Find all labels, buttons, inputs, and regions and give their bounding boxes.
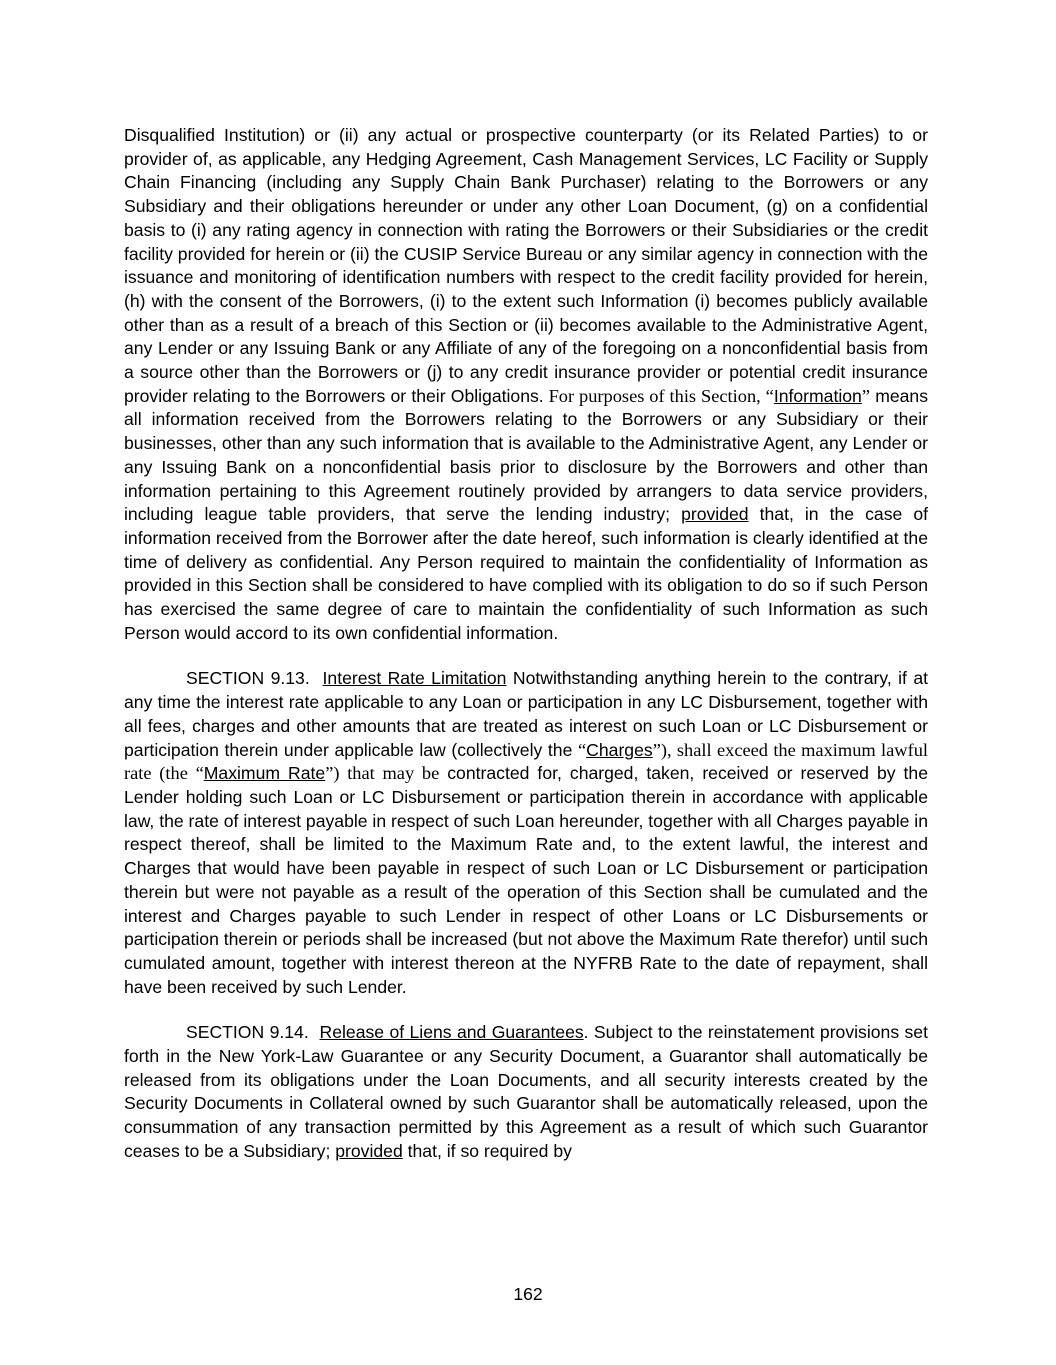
page-number: 162 xyxy=(513,1284,543,1304)
defined-term-information: Information xyxy=(773,385,862,406)
closing-quote: ” xyxy=(861,385,870,406)
paragraph-text: . Subject to the reinstatement provisions set forth in the New York-Law Guarantee or any Security Document, a Guarantor shall automatically be released from its obligations under the Loan Documents, and all security interests created by the Security Documents in Collateral owned by such Guarantor shall be automatically released, upon the consummation of any transaction permitted by this Agreement as a result of which such Guarantor ceases to be a Subsidiary; xyxy=(124,1022,928,1161)
paragraph-text: contracted for, charged, taken, received or reserved by the Lender holding such Loan or LC Disbursement or participation therein in accordance with applicable law, the rate of interest payable in respect of such Loan hereunder, together with all Charges payable in respect thereof, shall be limited to the Maximum Rate and, to the extent lawful, the interest and Charges that would have been payable in respect of such Loan or LC Disbursement or participation therein but were not payable as a result of the operation of this Section shall be cumulated and the interest and Charges payable to such Lender in respect of other Loans or LC Disbursements or participation therein or periods shall be increased (but not above the Maximum Rate therefor) until such cumulated amount, together with interest thereon at the NYFRB Rate to the date of repayment, shall have been received by such Lender. xyxy=(124,763,928,997)
confidentiality-paragraph xyxy=(124,124,928,645)
section-number: SECTION 9.14. xyxy=(186,1022,309,1043)
paragraph-text: Notwithstanding anything herein to the contrary, if at any time the interest rate applicable to any Loan or participation in any LC Disbursement, together with all fees, charges and other amounts that are treated as interest on such Loan or LC Disbursement or participation therein under applicable law (collectively the xyxy=(124,668,928,760)
paragraph-text: For purposes of this Section, “ xyxy=(543,385,774,406)
paragraph-text: Disqualified Institution) or (ii) any actual or prospective counterparty (or its Related Parties) to or provider of, as applicable, any Hedging Agreement, Cash Management Services, LC Facility or Supply Chain Financing (including any Supply Chain Bank Purchaser) relating to the Borrowers or any Subsidiary and their obligations hereunder or under any other Loan Document, (g) on a confidential basis to (i) any rating agency in connection with rating the Borrowers or their Subsidiaries or the credit facility provided for herein or (ii) the CUSIP Service Bureau or any similar agency in connection with the issuance and monitoring of identification numbers with respect to the credit facility provided for herein, (h) with the consent of the Borrowers, (i) to the extent such Information (i) becomes publicly available other than as a result of a breach of this Section or (ii) becomes available to the Administrative Agent, any Lender or any Issuing Bank or any Affiliate of any of the foregoing on a nonconfidential basis from a source other than the Borrowers or (j) to any credit insurance provider or potential credit insurance provider relating to the Borrowers or their Obligations. xyxy=(124,125,928,406)
paragraph-text: that, in the case of information received from the Borrower after the date hereof, such information is clearly identified at the time of delivery as confidential. Any Person required to maintain the confidentiality of Information as provided in this Section shall be considered to have complied with its obligation to do so if such Person has exercised the same degree of care to maintain the confidentiality of such Information as such Person would accord to its own confidential information. xyxy=(124,504,928,643)
section-heading: Interest Rate Limitation xyxy=(322,668,507,689)
opening-quote: “ xyxy=(578,739,587,760)
section-number: SECTION 9.13. xyxy=(186,668,310,689)
paragraph-text: means all information received from the Borrowers relating to the Borrowers or any Subsidiary or their businesses, other than any such information that is available to the Administrative Agent, any Lender or any Issuing Bank on a nonconfidential basis prior to disclosure by the Borrowers and other than information pertaining to this Agreement routinely provided by arrangers to data service providers, including league table providers, that serve the lending industry; xyxy=(124,385,928,525)
defined-term-charges: Charges xyxy=(586,739,653,760)
section-heading: Release of Liens and Guarantees xyxy=(319,1022,584,1043)
document-page xyxy=(124,124,928,1164)
provided-term: provided xyxy=(335,1140,403,1161)
defined-term-maximum-rate: Maximum Rate xyxy=(203,763,326,784)
provided-term: provided xyxy=(681,504,749,525)
paragraph-text: that, if so required by xyxy=(402,1140,572,1161)
paragraph-text: ”) that may be xyxy=(325,763,440,784)
section-9-14-paragraph xyxy=(124,1021,928,1163)
section-9-13-paragraph xyxy=(124,667,928,999)
paragraph-text: ”), shall exceed the maximum lawful rate (the “ xyxy=(124,739,929,784)
